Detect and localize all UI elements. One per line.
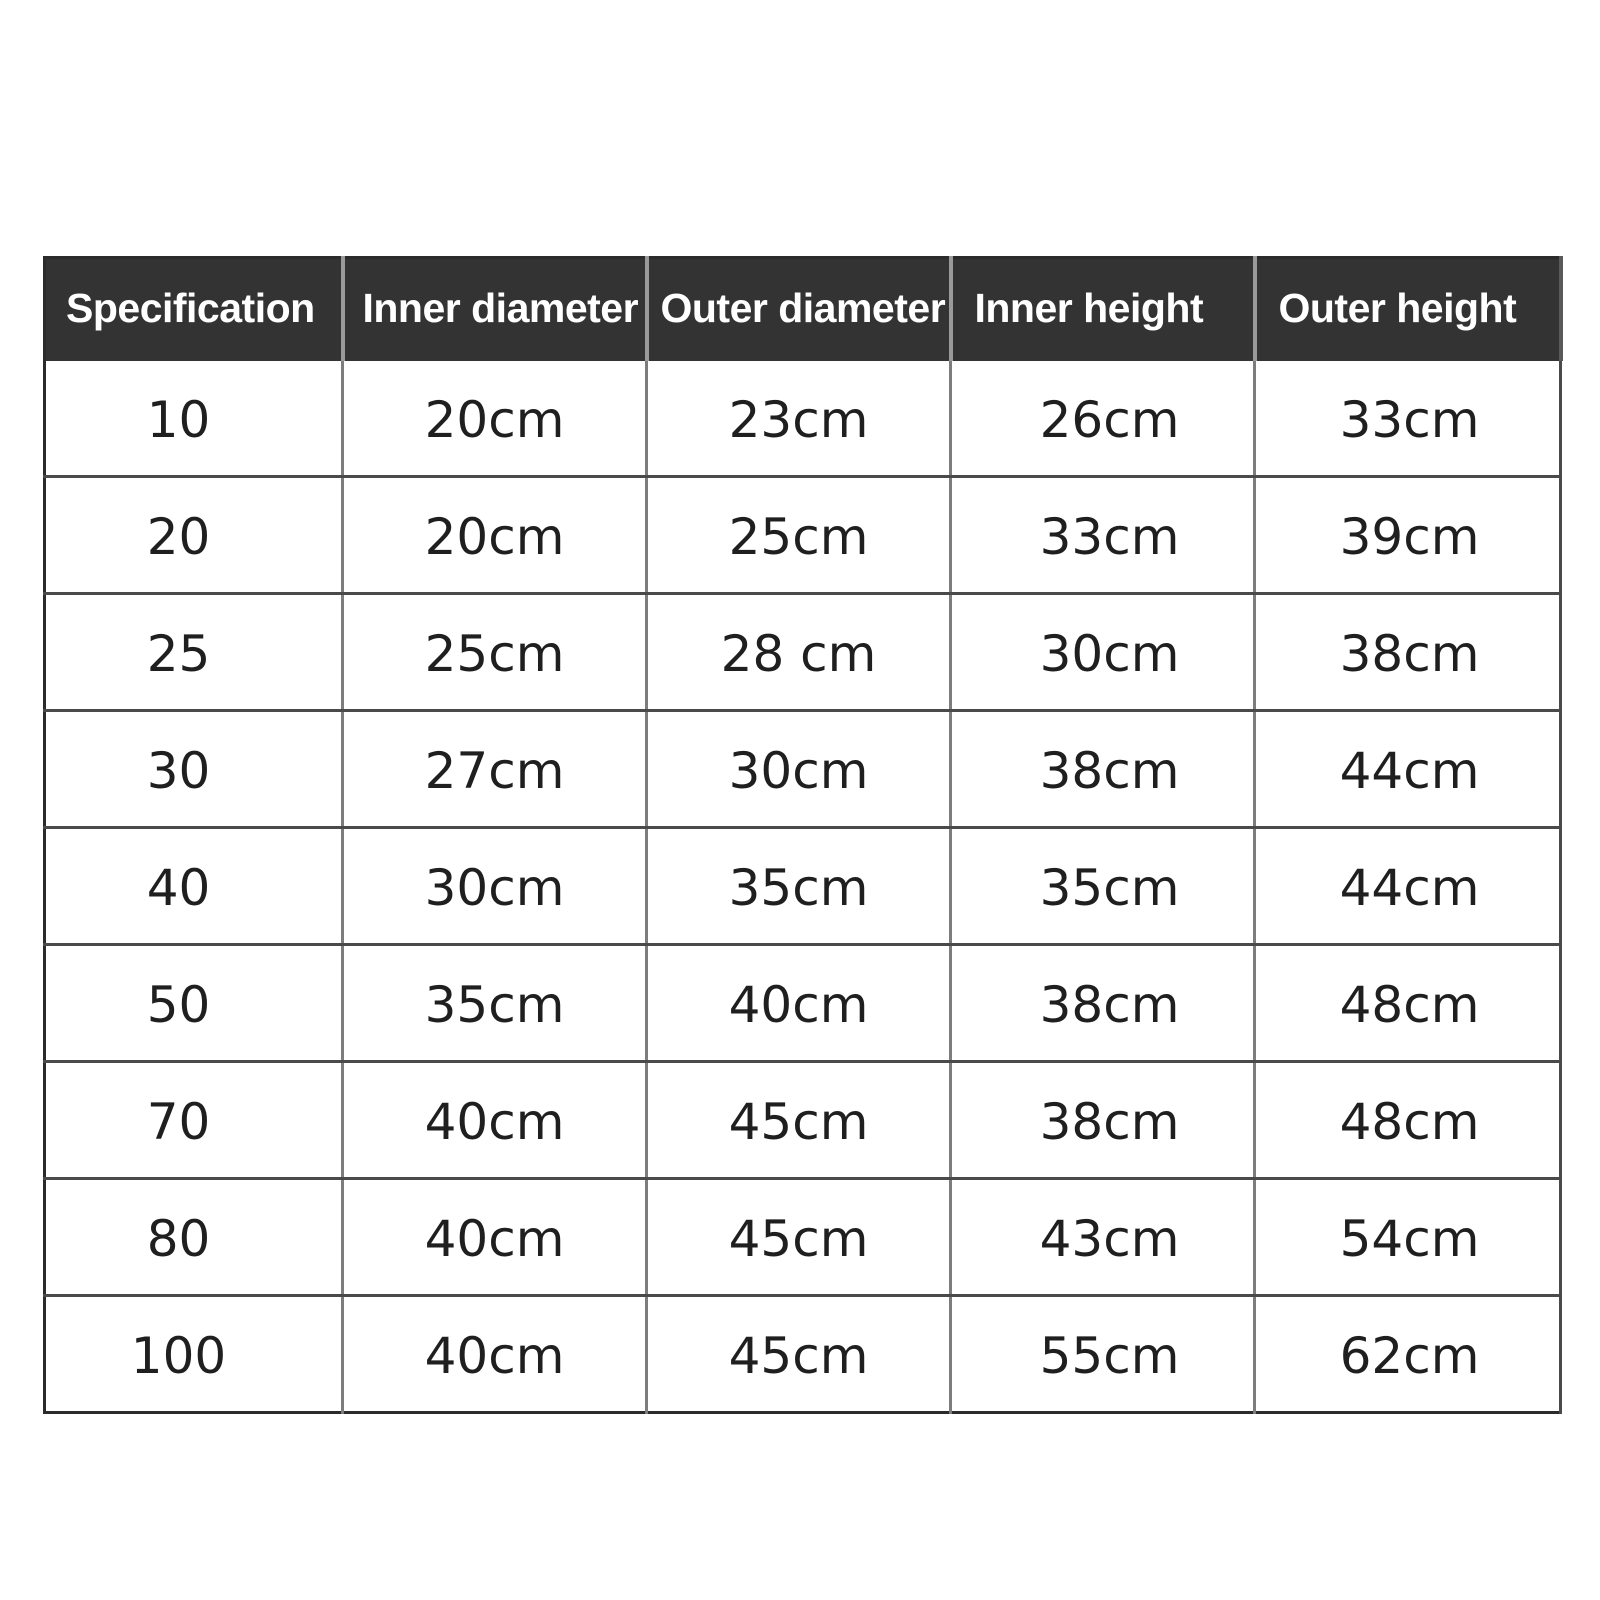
table-row xyxy=(45,828,1561,945)
table-row xyxy=(45,1179,1561,1296)
cell-specification: 50 xyxy=(45,945,343,1062)
cell-outer-height: 39cm xyxy=(1255,477,1561,594)
header-specification: Specification xyxy=(45,258,343,362)
table-row xyxy=(45,711,1561,828)
cell-inner-height: 30cm xyxy=(951,594,1255,711)
specification-table xyxy=(43,256,1563,1414)
header-row xyxy=(45,258,1561,362)
cell-inner-height: 26cm xyxy=(951,361,1255,477)
cell-inner-height: 38cm xyxy=(951,945,1255,1062)
cell-outer-height: 62cm xyxy=(1255,1296,1561,1413)
cell-specification: 20 xyxy=(45,477,343,594)
cell-inner-diameter: 25cm xyxy=(343,594,647,711)
cell-specification: 30 xyxy=(45,711,343,828)
cell-inner-diameter: 40cm xyxy=(343,1296,647,1413)
table-header xyxy=(45,258,1561,362)
cell-outer-diameter: 40cm xyxy=(647,945,951,1062)
cell-outer-height: 48cm xyxy=(1255,945,1561,1062)
header-outer-diameter: Outer diameter xyxy=(647,258,951,362)
cell-inner-height: 43cm xyxy=(951,1179,1255,1296)
cell-inner-height: 35cm xyxy=(951,828,1255,945)
cell-inner-diameter: 27cm xyxy=(343,711,647,828)
table-body xyxy=(45,361,1561,1413)
cell-outer-height: 44cm xyxy=(1255,711,1561,828)
cell-outer-diameter: 45cm xyxy=(647,1062,951,1179)
cell-inner-height: 33cm xyxy=(951,477,1255,594)
cell-inner-diameter: 30cm xyxy=(343,828,647,945)
table-row xyxy=(45,477,1561,594)
cell-outer-diameter: 28 cm xyxy=(647,594,951,711)
header-inner-height: Inner height xyxy=(951,258,1255,362)
cell-outer-height: 54cm xyxy=(1255,1179,1561,1296)
cell-outer-diameter: 45cm xyxy=(647,1296,951,1413)
cell-outer-height: 44cm xyxy=(1255,828,1561,945)
cell-outer-diameter: 30cm xyxy=(647,711,951,828)
cell-specification: 80 xyxy=(45,1179,343,1296)
cell-outer-diameter: 25cm xyxy=(647,477,951,594)
cell-inner-height: 55cm xyxy=(951,1296,1255,1413)
cell-inner-height: 38cm xyxy=(951,1062,1255,1179)
cell-inner-diameter: 20cm xyxy=(343,477,647,594)
cell-outer-diameter: 45cm xyxy=(647,1179,951,1296)
table-row xyxy=(45,594,1561,711)
header-outer-height: Outer height xyxy=(1255,258,1561,362)
table-row xyxy=(45,361,1561,477)
header-inner-diameter: Inner diameter xyxy=(343,258,647,362)
cell-outer-height: 38cm xyxy=(1255,594,1561,711)
cell-specification: 10 xyxy=(45,361,343,477)
cell-inner-diameter: 40cm xyxy=(343,1179,647,1296)
cell-outer-height: 48cm xyxy=(1255,1062,1561,1179)
table-row xyxy=(45,1062,1561,1179)
cell-specification: 70 xyxy=(45,1062,343,1179)
cell-specification: 100 xyxy=(45,1296,343,1413)
table-row xyxy=(45,1296,1561,1413)
cell-inner-diameter: 35cm xyxy=(343,945,647,1062)
table-row xyxy=(45,945,1561,1062)
cell-outer-height: 33cm xyxy=(1255,361,1561,477)
cell-specification: 40 xyxy=(45,828,343,945)
cell-inner-diameter: 40cm xyxy=(343,1062,647,1179)
cell-outer-diameter: 23cm xyxy=(647,361,951,477)
cell-inner-height: 38cm xyxy=(951,711,1255,828)
cell-specification: 25 xyxy=(45,594,343,711)
cell-inner-diameter: 20cm xyxy=(343,361,647,477)
cell-outer-diameter: 35cm xyxy=(647,828,951,945)
